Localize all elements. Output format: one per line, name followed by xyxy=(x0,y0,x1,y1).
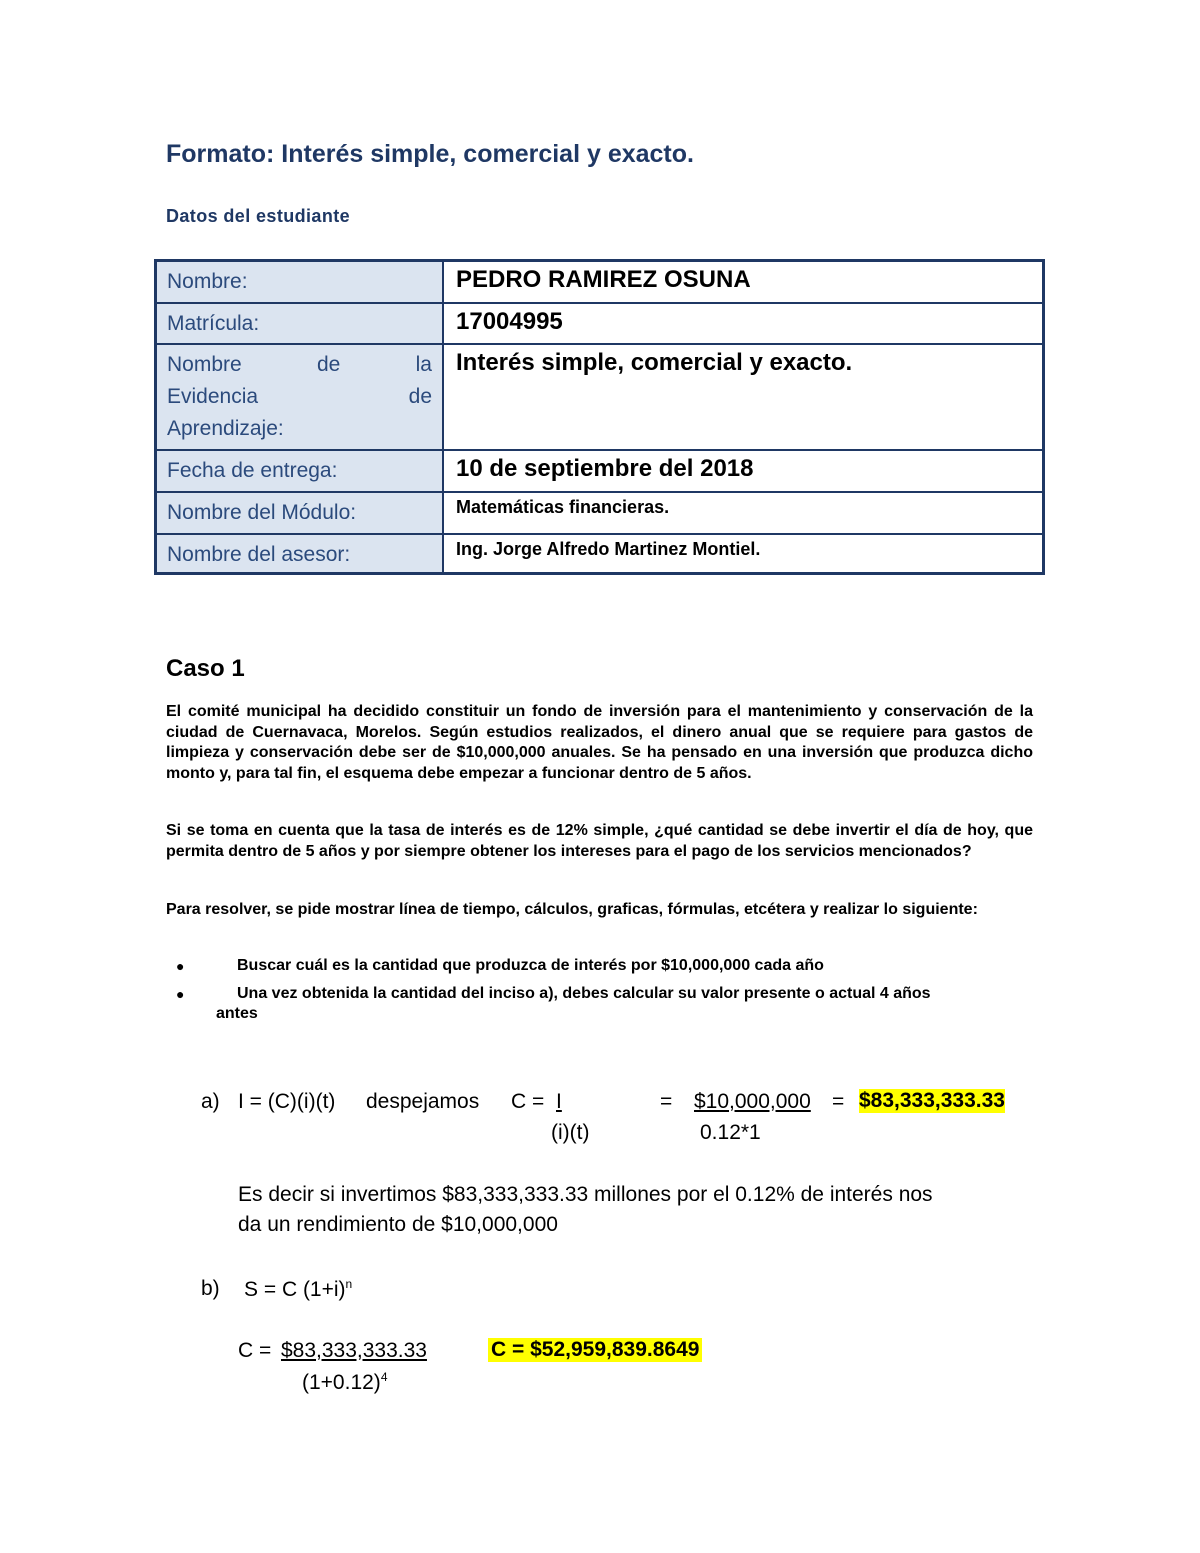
module-label: Nombre del Módulo: xyxy=(156,492,444,534)
part-a-numerator: I xyxy=(556,1090,562,1113)
case-paragraph-1: El comité municipal ha decidido constituir un fondo de inversión para el mantenimiento y conservación de la ciudad de Cuernavaca, Morelos. Según estudios realizados, el dinero anual que se requiere para gastos de limpieza y conservación debe ser de $10,000,000 anuales. Se ha pensado en una inversión que produzca dicho monto y, para tal fin, el esquema debe empezar a funcionar dentro de 5 años. xyxy=(166,703,1033,782)
label-word: Aprendizaje: xyxy=(167,416,284,440)
part-b-label: b) xyxy=(201,1277,220,1300)
part-b-formula-base: S = C (1+i) xyxy=(244,1278,346,1301)
name-label: Nombre: xyxy=(156,261,444,303)
evidence-value: Interés simple, comercial y exacto. xyxy=(443,344,1044,450)
label-word: de xyxy=(316,352,341,376)
advisor-label: Nombre del asesor: xyxy=(156,534,444,574)
part-a-c-equals: C = xyxy=(511,1090,545,1113)
enrollment-label: Matrícula: xyxy=(156,303,444,344)
part-b-formula xyxy=(244,1277,352,1302)
case-title: Caso 1 xyxy=(166,655,245,682)
part-b-numerator: $83,333,333.33 xyxy=(281,1339,427,1362)
label-word: la xyxy=(415,352,432,376)
part-b-denominator xyxy=(302,1370,388,1395)
advisor-value: Ing. Jorge Alfredo Martinez Montiel. xyxy=(443,534,1044,574)
table-row xyxy=(156,344,1044,450)
part-a-equals: = xyxy=(660,1090,673,1113)
table-row xyxy=(156,303,1044,344)
part-a-explanation-line-1: Es decir si invertimos $83,333,333.33 millones por el 0.12% de interés nos xyxy=(238,1183,933,1206)
bullet-icon: ● xyxy=(176,986,185,1002)
bullet-item-2-continuation: antes xyxy=(216,1005,258,1022)
part-b-c-equals: C = xyxy=(238,1339,272,1362)
part-a-label: a) xyxy=(201,1090,220,1113)
student-data-table xyxy=(154,259,1045,575)
label-word: de xyxy=(408,384,432,408)
part-b-formula-exponent: n xyxy=(345,1277,353,1291)
case-paragraph-3: Para resolver, se pide mostrar línea de tiempo, cálculos, graficas, fórmulas, etcétera y realizar lo siguiente: xyxy=(166,901,978,918)
part-a-formula: I = (C)(i)(t) xyxy=(238,1090,336,1113)
part-a-denominator: (i)(t) xyxy=(551,1121,590,1144)
module-value: Matemáticas financieras. xyxy=(443,492,1044,534)
case-paragraph-2: Si se toma en cuenta que la tasa de interés es de 12% simple, ¿qué cantidad se debe invertir el día de hoy, que permita dentro de 5 años y por siempre obtener los intereses para el pago de los servicios mencionados? xyxy=(166,822,1033,860)
table-row xyxy=(156,534,1044,574)
table-row xyxy=(156,450,1044,492)
label-word: Evidencia xyxy=(167,384,259,408)
table-row xyxy=(156,261,1044,303)
part-a-keyword: despejamos xyxy=(366,1090,480,1113)
part-b-denominator-base: (1+0.12) xyxy=(302,1371,381,1394)
name-value: PEDRO RAMIREZ OSUNA xyxy=(443,261,1044,303)
section-title: Datos del estudiante xyxy=(166,206,351,226)
part-a-equals-2: = xyxy=(832,1090,845,1113)
part-a-result: $83,333,333.33 xyxy=(859,1089,1005,1112)
bullet-item-1: Buscar cuál es la cantidad que produzca de interés por $10,000,000 cada año xyxy=(237,957,824,974)
enrollment-value: 17004995 xyxy=(443,303,1044,344)
delivery-date-value: 10 de septiembre del 2018 xyxy=(443,450,1044,492)
delivery-date-label: Fecha de entrega: xyxy=(156,450,444,492)
part-b-denominator-exponent: 4 xyxy=(380,1370,388,1384)
bullet-icon: ● xyxy=(176,958,185,974)
part-a-numerator-2: $10,000,000 xyxy=(694,1090,811,1113)
part-a-denominator-2: 0.12*1 xyxy=(700,1121,761,1144)
label-word: Nombre xyxy=(167,352,242,376)
part-b-result: C = $52,959,839.8649 xyxy=(488,1338,702,1362)
evidence-label xyxy=(156,344,444,450)
document-title: Formato: Interés simple, comercial y exacto. xyxy=(166,140,694,168)
part-a-explanation-line-2: da un rendimiento de $10,000,000 xyxy=(238,1213,558,1236)
table-row xyxy=(156,492,1044,534)
bullet-item-2: Una vez obtenida la cantidad del inciso a), debes calcular su valor presente o actual 4 años xyxy=(237,985,931,1002)
